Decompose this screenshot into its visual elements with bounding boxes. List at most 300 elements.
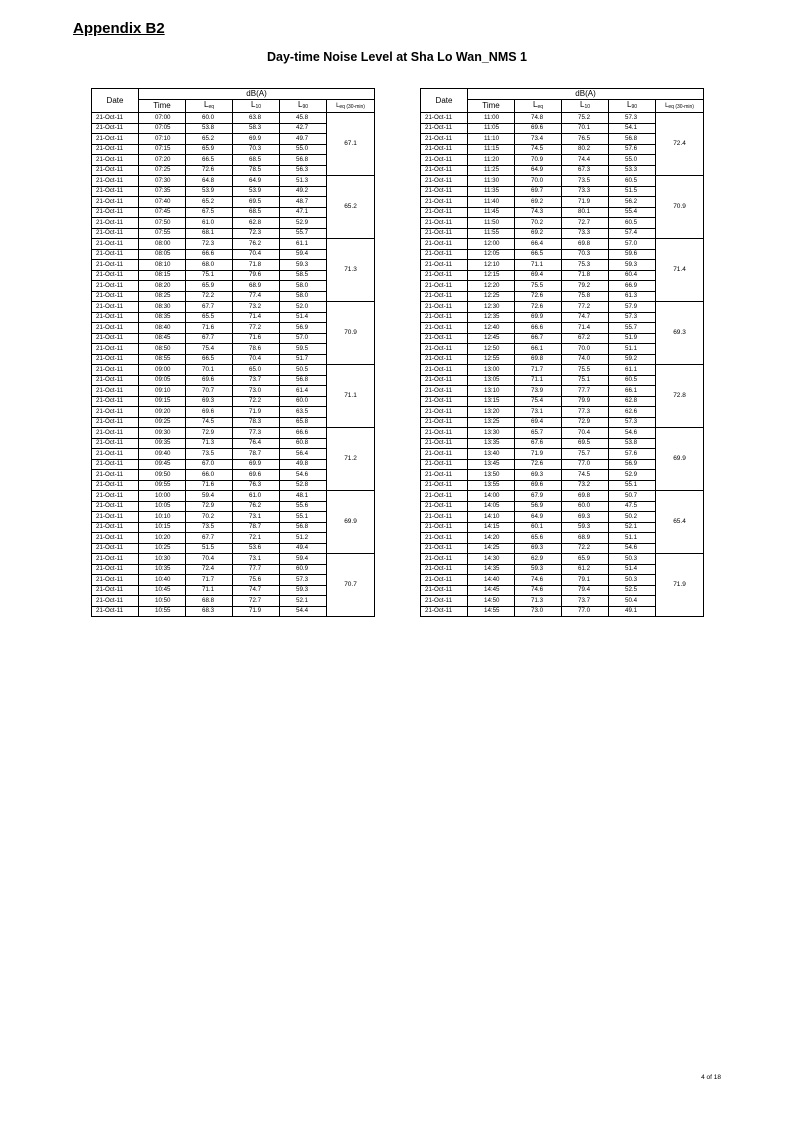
time-cell: 10:50 bbox=[139, 596, 186, 607]
l10-cell: 71.9 bbox=[233, 606, 280, 617]
leq-30min-cell: 71.3 bbox=[327, 239, 375, 302]
table-row bbox=[92, 428, 375, 439]
time-cell: 10:00 bbox=[139, 491, 186, 502]
l90-cell: 48.7 bbox=[280, 197, 327, 208]
leq-cell: 73.5 bbox=[186, 449, 233, 460]
l10-cell: 69.8 bbox=[562, 239, 609, 250]
leq-cell: 71.3 bbox=[186, 438, 233, 449]
leq-cell: 59.3 bbox=[515, 564, 562, 575]
page-title: Day-time Noise Level at Sha Lo Wan_NMS 1 bbox=[266, 50, 528, 64]
leq-cell: 70.2 bbox=[515, 218, 562, 229]
leq-cell: 68.3 bbox=[186, 606, 233, 617]
time-cell: 12:45 bbox=[468, 333, 515, 344]
time-cell: 14:00 bbox=[468, 491, 515, 502]
leq-cell: 68.1 bbox=[186, 228, 233, 239]
l10-cell: 74.0 bbox=[562, 354, 609, 365]
date-cell: 21-Oct-11 bbox=[421, 312, 468, 323]
l10-cell: 78.6 bbox=[233, 344, 280, 355]
l10-cell: 77.3 bbox=[562, 407, 609, 418]
time-cell: 10:10 bbox=[139, 512, 186, 523]
page-number: 4 of 18 bbox=[701, 1074, 721, 1081]
date-cell: 21-Oct-11 bbox=[92, 354, 139, 365]
leq-cell: 69.3 bbox=[515, 543, 562, 554]
leq-cell: 71.1 bbox=[515, 375, 562, 386]
time-cell: 12:40 bbox=[468, 323, 515, 334]
date-cell: 21-Oct-11 bbox=[421, 144, 468, 155]
date-cell: 21-Oct-11 bbox=[92, 606, 139, 617]
l10-cell: 71.6 bbox=[233, 333, 280, 344]
leq-cell: 73.4 bbox=[515, 134, 562, 145]
leq-cell: 72.6 bbox=[515, 291, 562, 302]
leq30-header: $L_{eq (30-min)}$ bbox=[327, 100, 375, 113]
time-cell: 07:55 bbox=[139, 228, 186, 239]
date-cell: 21-Oct-11 bbox=[421, 123, 468, 134]
time-cell: 07:20 bbox=[139, 155, 186, 166]
l90-cell: 45.8 bbox=[280, 113, 327, 124]
l10-cell: 73.0 bbox=[233, 386, 280, 397]
leq-cell: 69.6 bbox=[515, 123, 562, 134]
l90-cell: 50.7 bbox=[609, 491, 656, 502]
l10-cell: 76.5 bbox=[562, 134, 609, 145]
leq-cell: 70.7 bbox=[186, 386, 233, 397]
leq-cell: 67.7 bbox=[186, 333, 233, 344]
l10-cell: 73.1 bbox=[233, 554, 280, 565]
l90-cell: 56.8 bbox=[280, 375, 327, 386]
time-cell: 09:25 bbox=[139, 417, 186, 428]
l90-cell: 60.5 bbox=[609, 218, 656, 229]
l90-cell: 65.8 bbox=[280, 417, 327, 428]
date-cell: 21-Oct-11 bbox=[421, 239, 468, 250]
date-cell: 21-Oct-11 bbox=[92, 522, 139, 533]
leq-cell: 71.6 bbox=[186, 480, 233, 491]
l90-cell: 59.3 bbox=[280, 260, 327, 271]
l10-cell: 70.4 bbox=[562, 428, 609, 439]
time-cell: 11:05 bbox=[468, 123, 515, 134]
leq30-header: $L_{eq (30-min)}$ bbox=[656, 100, 704, 113]
l90-cell: 66.6 bbox=[280, 428, 327, 439]
l90-cell: 57.3 bbox=[609, 113, 656, 124]
l10-cell: 78.7 bbox=[233, 449, 280, 460]
l90-header: $L_{90}$ bbox=[280, 100, 327, 113]
date-cell: 21-Oct-11 bbox=[92, 176, 139, 187]
l10-cell: 73.3 bbox=[562, 186, 609, 197]
time-cell: 12:05 bbox=[468, 249, 515, 260]
time-cell: 13:05 bbox=[468, 375, 515, 386]
leq-30min-cell: 69.9 bbox=[656, 428, 704, 491]
l10-header: $L_{10}$ bbox=[562, 100, 609, 113]
leq-cell: 69.3 bbox=[515, 470, 562, 481]
time-cell: 11:35 bbox=[468, 186, 515, 197]
date-cell: 21-Oct-11 bbox=[92, 417, 139, 428]
l90-cell: 60.0 bbox=[280, 396, 327, 407]
time-cell: 07:15 bbox=[139, 144, 186, 155]
l10-cell: 53.9 bbox=[233, 186, 280, 197]
time-cell: 10:35 bbox=[139, 564, 186, 575]
l10-cell: 71.4 bbox=[562, 323, 609, 334]
table-row bbox=[92, 239, 375, 250]
leq-cell: 69.9 bbox=[515, 312, 562, 323]
table-body-left bbox=[92, 113, 375, 617]
time-cell: 14:10 bbox=[468, 512, 515, 523]
time-cell: 08:20 bbox=[139, 281, 186, 292]
time-cell: 09:05 bbox=[139, 375, 186, 386]
time-header: Time bbox=[139, 100, 186, 113]
leq-cell: 74.5 bbox=[515, 144, 562, 155]
l90-cell: 54.4 bbox=[280, 606, 327, 617]
time-cell: 07:05 bbox=[139, 123, 186, 134]
l90-cell: 51.4 bbox=[609, 564, 656, 575]
l90-cell: 57.0 bbox=[609, 239, 656, 250]
l10-cell: 75.8 bbox=[562, 291, 609, 302]
time-cell: 09:55 bbox=[139, 480, 186, 491]
time-cell: 11:10 bbox=[468, 134, 515, 145]
l90-cell: 59.2 bbox=[609, 354, 656, 365]
time-cell: 10:25 bbox=[139, 543, 186, 554]
l10-cell: 61.2 bbox=[562, 564, 609, 575]
l10-cell: 58.3 bbox=[233, 123, 280, 134]
l90-cell: 51.4 bbox=[280, 312, 327, 323]
l90-cell: 52.9 bbox=[609, 470, 656, 481]
time-header: Time bbox=[468, 100, 515, 113]
l90-cell: 60.9 bbox=[280, 564, 327, 575]
date-cell: 21-Oct-11 bbox=[421, 260, 468, 271]
date-cell: 21-Oct-11 bbox=[421, 281, 468, 292]
l90-cell: 50.5 bbox=[280, 365, 327, 376]
table-row bbox=[92, 113, 375, 124]
leq-cell: 71.7 bbox=[186, 575, 233, 586]
date-cell: 21-Oct-11 bbox=[92, 428, 139, 439]
l10-cell: 80.2 bbox=[562, 144, 609, 155]
date-cell: 21-Oct-11 bbox=[92, 596, 139, 607]
leq-30min-cell: 71.1 bbox=[327, 365, 375, 428]
leq-cell: 69.2 bbox=[515, 197, 562, 208]
l10-cell: 71.9 bbox=[562, 197, 609, 208]
time-cell: 07:50 bbox=[139, 218, 186, 229]
leq-cell: 74.6 bbox=[515, 585, 562, 596]
l90-cell: 57.4 bbox=[609, 228, 656, 239]
leq-30min-cell: 71.9 bbox=[656, 554, 704, 617]
l90-cell: 58.0 bbox=[280, 291, 327, 302]
l10-cell: 69.8 bbox=[562, 491, 609, 502]
l90-cell: 61.4 bbox=[280, 386, 327, 397]
time-cell: 13:20 bbox=[468, 407, 515, 418]
time-cell: 07:35 bbox=[139, 186, 186, 197]
date-cell: 21-Oct-11 bbox=[421, 512, 468, 523]
time-cell: 07:00 bbox=[139, 113, 186, 124]
date-cell: 21-Oct-11 bbox=[421, 333, 468, 344]
date-cell: 21-Oct-11 bbox=[421, 428, 468, 439]
leq-cell: 74.5 bbox=[186, 417, 233, 428]
time-cell: 11:25 bbox=[468, 165, 515, 176]
date-cell: 21-Oct-11 bbox=[421, 155, 468, 166]
time-cell: 12:55 bbox=[468, 354, 515, 365]
leq-cell: 73.9 bbox=[515, 386, 562, 397]
date-cell: 21-Oct-11 bbox=[92, 218, 139, 229]
l10-cell: 70.4 bbox=[233, 249, 280, 260]
date-cell: 21-Oct-11 bbox=[92, 344, 139, 355]
leq-30min-cell: 72.8 bbox=[656, 365, 704, 428]
time-cell: 08:50 bbox=[139, 344, 186, 355]
leq-cell: 65.7 bbox=[515, 428, 562, 439]
l90-cell: 59.6 bbox=[609, 249, 656, 260]
time-cell: 13:45 bbox=[468, 459, 515, 470]
time-cell: 13:25 bbox=[468, 417, 515, 428]
leq-cell: 70.2 bbox=[186, 512, 233, 523]
date-cell: 21-Oct-11 bbox=[92, 207, 139, 218]
time-cell: 09:45 bbox=[139, 459, 186, 470]
date-cell: 21-Oct-11 bbox=[92, 533, 139, 544]
time-cell: 14:40 bbox=[468, 575, 515, 586]
leq-cell: 75.4 bbox=[515, 396, 562, 407]
leq-cell: 70.4 bbox=[186, 554, 233, 565]
l90-cell: 52.1 bbox=[280, 596, 327, 607]
time-cell: 14:20 bbox=[468, 533, 515, 544]
l90-cell: 53.8 bbox=[609, 438, 656, 449]
leq-cell: 65.2 bbox=[186, 134, 233, 145]
date-cell: 21-Oct-11 bbox=[421, 407, 468, 418]
l10-cell: 77.2 bbox=[562, 302, 609, 313]
time-cell: 08:40 bbox=[139, 323, 186, 334]
date-cell: 21-Oct-11 bbox=[92, 407, 139, 418]
date-cell: 21-Oct-11 bbox=[421, 197, 468, 208]
l90-cell: 57.0 bbox=[280, 333, 327, 344]
l90-cell: 54.1 bbox=[609, 123, 656, 134]
l90-cell: 58.5 bbox=[280, 270, 327, 281]
leq-cell: 67.7 bbox=[186, 302, 233, 313]
leq-cell: 53.9 bbox=[186, 186, 233, 197]
date-cell: 21-Oct-11 bbox=[421, 396, 468, 407]
table-row bbox=[92, 176, 375, 187]
leq-cell: 67.9 bbox=[515, 491, 562, 502]
l90-cell: 52.8 bbox=[280, 480, 327, 491]
leq-cell: 69.3 bbox=[186, 396, 233, 407]
leq-cell: 74.8 bbox=[515, 113, 562, 124]
leq-cell: 66.4 bbox=[515, 239, 562, 250]
time-cell: 10:30 bbox=[139, 554, 186, 565]
leq-cell: 73.5 bbox=[186, 522, 233, 533]
l90-cell: 50.2 bbox=[609, 512, 656, 523]
date-cell: 21-Oct-11 bbox=[92, 438, 139, 449]
date-cell: 21-Oct-11 bbox=[92, 575, 139, 586]
l90-cell: 47.1 bbox=[280, 207, 327, 218]
l90-cell: 56.8 bbox=[609, 134, 656, 145]
leq-cell: 69.6 bbox=[515, 480, 562, 491]
l10-cell: 69.9 bbox=[233, 134, 280, 145]
l90-cell: 51.2 bbox=[280, 533, 327, 544]
time-cell: 12:50 bbox=[468, 344, 515, 355]
leq-cell: 68.8 bbox=[186, 596, 233, 607]
time-cell: 08:25 bbox=[139, 291, 186, 302]
l90-cell: 55.0 bbox=[280, 144, 327, 155]
l10-cell: 77.3 bbox=[233, 428, 280, 439]
l90-cell: 55.7 bbox=[609, 323, 656, 334]
table-row bbox=[92, 365, 375, 376]
time-cell: 08:55 bbox=[139, 354, 186, 365]
time-cell: 07:45 bbox=[139, 207, 186, 218]
leq-30min-cell: 70.9 bbox=[656, 176, 704, 239]
table-row bbox=[421, 239, 704, 250]
date-cell: 21-Oct-11 bbox=[421, 207, 468, 218]
l10-cell: 74.7 bbox=[562, 312, 609, 323]
date-cell: 21-Oct-11 bbox=[92, 501, 139, 512]
l10-header: $L_{10}$ bbox=[233, 100, 280, 113]
l90-cell: 47.5 bbox=[609, 501, 656, 512]
l90-cell: 56.8 bbox=[280, 522, 327, 533]
time-cell: 07:25 bbox=[139, 165, 186, 176]
leq-cell: 65.5 bbox=[186, 312, 233, 323]
l90-cell: 53.3 bbox=[609, 165, 656, 176]
l10-cell: 74.4 bbox=[562, 155, 609, 166]
time-cell: 13:30 bbox=[468, 428, 515, 439]
time-cell: 12:35 bbox=[468, 312, 515, 323]
date-header: Date bbox=[421, 89, 468, 113]
leq-cell: 64.8 bbox=[186, 176, 233, 187]
time-cell: 10:05 bbox=[139, 501, 186, 512]
leq-cell: 66.1 bbox=[515, 344, 562, 355]
l10-cell: 68.9 bbox=[562, 533, 609, 544]
l90-header: $L_{90}$ bbox=[609, 100, 656, 113]
l90-cell: 61.1 bbox=[609, 365, 656, 376]
l10-cell: 80.1 bbox=[562, 207, 609, 218]
leq-cell: 64.9 bbox=[515, 512, 562, 523]
l10-cell: 79.9 bbox=[562, 396, 609, 407]
time-cell: 10:15 bbox=[139, 522, 186, 533]
date-cell: 21-Oct-11 bbox=[421, 249, 468, 260]
date-cell: 21-Oct-11 bbox=[92, 144, 139, 155]
time-cell: 14:50 bbox=[468, 596, 515, 607]
l90-cell: 57.3 bbox=[609, 312, 656, 323]
leq-cell: 71.3 bbox=[515, 596, 562, 607]
date-cell: 21-Oct-11 bbox=[421, 291, 468, 302]
l10-cell: 79.6 bbox=[233, 270, 280, 281]
leq-cell: 66.6 bbox=[515, 323, 562, 334]
time-cell: 12:30 bbox=[468, 302, 515, 313]
leq-cell: 71.1 bbox=[186, 585, 233, 596]
leq-cell: 75.4 bbox=[186, 344, 233, 355]
l10-cell: 70.4 bbox=[233, 354, 280, 365]
date-cell: 21-Oct-11 bbox=[92, 554, 139, 565]
leq-cell: 51.5 bbox=[186, 543, 233, 554]
l90-cell: 55.1 bbox=[280, 512, 327, 523]
l10-cell: 77.7 bbox=[562, 386, 609, 397]
date-cell: 21-Oct-11 bbox=[92, 123, 139, 134]
l90-cell: 52.0 bbox=[280, 302, 327, 313]
date-cell: 21-Oct-11 bbox=[92, 197, 139, 208]
date-cell: 21-Oct-11 bbox=[421, 533, 468, 544]
l90-cell: 51.5 bbox=[609, 186, 656, 197]
l90-cell: 48.1 bbox=[280, 491, 327, 502]
l10-cell: 78.7 bbox=[233, 522, 280, 533]
l90-cell: 62.6 bbox=[609, 407, 656, 418]
date-cell: 21-Oct-11 bbox=[92, 365, 139, 376]
time-cell: 10:55 bbox=[139, 606, 186, 617]
leq-cell: 70.9 bbox=[515, 155, 562, 166]
l10-cell: 72.1 bbox=[233, 533, 280, 544]
l90-cell: 56.9 bbox=[280, 323, 327, 334]
l90-cell: 49.7 bbox=[280, 134, 327, 145]
l10-cell: 75.1 bbox=[562, 375, 609, 386]
date-cell: 21-Oct-11 bbox=[92, 155, 139, 166]
l10-cell: 53.6 bbox=[233, 543, 280, 554]
leq-header: $L_{eq}$ bbox=[186, 100, 233, 113]
leq-cell: 66.6 bbox=[186, 249, 233, 260]
leq-cell: 69.2 bbox=[515, 228, 562, 239]
leq-cell: 67.0 bbox=[186, 459, 233, 470]
date-cell: 21-Oct-11 bbox=[92, 333, 139, 344]
dba-header: dB(A) bbox=[468, 89, 704, 100]
l90-cell: 55.0 bbox=[609, 155, 656, 166]
leq-cell: 67.7 bbox=[186, 533, 233, 544]
l90-cell: 56.3 bbox=[280, 165, 327, 176]
date-cell: 21-Oct-11 bbox=[92, 491, 139, 502]
date-cell: 21-Oct-11 bbox=[92, 512, 139, 523]
l10-cell: 71.9 bbox=[233, 407, 280, 418]
date-cell: 21-Oct-11 bbox=[92, 386, 139, 397]
leq-cell: 72.3 bbox=[186, 239, 233, 250]
l10-cell: 79.2 bbox=[562, 281, 609, 292]
l90-cell: 51.7 bbox=[280, 354, 327, 365]
l90-cell: 52.9 bbox=[280, 218, 327, 229]
table-row bbox=[421, 302, 704, 313]
time-cell: 08:10 bbox=[139, 260, 186, 271]
appendix-heading: Appendix B2 bbox=[73, 20, 165, 37]
l10-cell: 73.2 bbox=[562, 480, 609, 491]
date-cell: 21-Oct-11 bbox=[421, 564, 468, 575]
leq-30min-cell: 70.9 bbox=[327, 302, 375, 365]
l90-cell: 51.1 bbox=[609, 344, 656, 355]
table-row bbox=[92, 554, 375, 565]
date-cell: 21-Oct-11 bbox=[92, 260, 139, 271]
l90-cell: 66.9 bbox=[609, 281, 656, 292]
date-cell: 21-Oct-11 bbox=[92, 113, 139, 124]
time-cell: 10:40 bbox=[139, 575, 186, 586]
date-cell: 21-Oct-11 bbox=[421, 417, 468, 428]
l90-cell: 55.1 bbox=[609, 480, 656, 491]
table-row bbox=[92, 491, 375, 502]
l90-cell: 56.2 bbox=[609, 197, 656, 208]
l90-cell: 60.4 bbox=[609, 270, 656, 281]
time-cell: 11:00 bbox=[468, 113, 515, 124]
time-cell: 09:40 bbox=[139, 449, 186, 460]
time-cell: 14:15 bbox=[468, 522, 515, 533]
date-cell: 21-Oct-11 bbox=[92, 281, 139, 292]
leq-cell: 62.9 bbox=[515, 554, 562, 565]
leq-30min-cell: 72.4 bbox=[656, 113, 704, 176]
date-cell: 21-Oct-11 bbox=[92, 323, 139, 334]
date-cell: 21-Oct-11 bbox=[92, 249, 139, 260]
time-cell: 10:45 bbox=[139, 585, 186, 596]
l90-cell: 54.6 bbox=[609, 428, 656, 439]
time-cell: 14:55 bbox=[468, 606, 515, 617]
time-cell: 13:55 bbox=[468, 480, 515, 491]
date-cell: 21-Oct-11 bbox=[421, 186, 468, 197]
date-cell: 21-Oct-11 bbox=[92, 291, 139, 302]
l10-cell: 73.1 bbox=[233, 512, 280, 523]
time-cell: 08:15 bbox=[139, 270, 186, 281]
l10-cell: 73.2 bbox=[233, 302, 280, 313]
l90-cell: 60.8 bbox=[280, 438, 327, 449]
time-cell: 13:35 bbox=[468, 438, 515, 449]
time-cell: 13:50 bbox=[468, 470, 515, 481]
leq-30min-cell: 71.2 bbox=[327, 428, 375, 491]
l10-cell: 70.3 bbox=[562, 249, 609, 260]
l90-cell: 57.6 bbox=[609, 144, 656, 155]
l90-cell: 59.4 bbox=[280, 249, 327, 260]
leq-cell: 75.1 bbox=[186, 270, 233, 281]
l10-cell: 75.7 bbox=[562, 449, 609, 460]
l10-cell: 62.8 bbox=[233, 218, 280, 229]
l10-cell: 77.4 bbox=[233, 291, 280, 302]
